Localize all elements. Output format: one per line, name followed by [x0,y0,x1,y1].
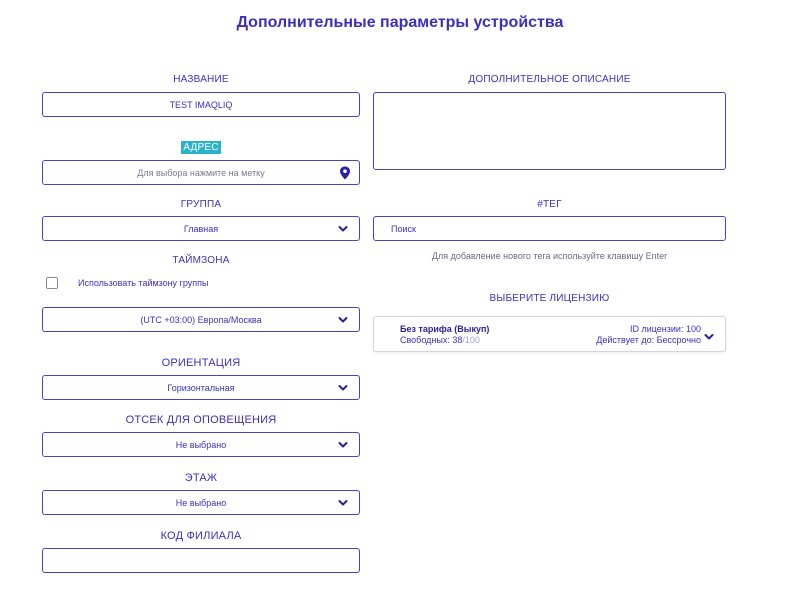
license-free-total: 100 [464,335,480,345]
license-valid [596,335,701,346]
timezone-label: ТАЙМЗОНА [172,255,230,266]
group-value: Главная [183,223,219,234]
group-label: ГРУППА [180,199,222,210]
floor-value: Не выбрано [175,497,227,508]
chevron-down-icon[interactable] [703,331,715,343]
license-free-label: Свободных: [400,335,450,345]
alert-compartment-value: Не выбрано [175,439,227,450]
license-tariff: Без тарифа (Выкуп) [400,324,490,334]
timezone-checkbox[interactable] [46,277,58,289]
group-select[interactable] [42,216,360,241]
orientation-value: Горизонтальная [167,382,235,393]
license-id-value: 100 [685,324,701,334]
tag-placeholder: Поиск [391,223,416,234]
timezone-group-toggle[interactable] [46,277,208,289]
map-pin-icon[interactable] [339,166,351,180]
license-select[interactable] [373,316,726,352]
license-label: ВЫБЕРИТЕ ЛИЦЕНЗИЮ [489,293,610,304]
timezone-checkbox-label: Использовать таймзону группы [78,278,209,288]
address-label: АДРЕС [183,142,219,153]
license-free-used: 38 [452,335,463,345]
description-textarea[interactable] [373,92,726,170]
license-free [400,335,489,346]
license-right [596,324,701,346]
chevron-down-icon[interactable] [337,382,349,394]
license-left [400,324,489,346]
license-id-label: ID лицензии: [629,324,684,334]
timezone-value: (UTC +03:00) Европа/Москва [140,314,262,325]
address-field[interactable] [42,160,360,185]
chevron-down-icon[interactable] [337,497,349,509]
name-field[interactable] [42,92,360,117]
timezone-select[interactable] [42,307,360,332]
description-label: ДОПОЛНИТЕЛЬНОЕ ОПИСАНИЕ [468,74,631,85]
alert-compartment-label: ОТСЕК ДЛЯ ОПОВЕЩЕНИЯ [125,414,277,426]
license-valid-value: Бессрочно [656,335,701,345]
license-id [596,324,701,335]
license-valid-label: Действует до: [596,335,655,345]
chevron-down-icon[interactable] [337,439,349,451]
license-free-sep: / [462,335,465,345]
tag-label: #ТЕГ [537,199,562,210]
floor-label: ЭТАЖ [184,472,218,484]
name-value: TEST IMAQLIQ [169,99,233,110]
alert-compartment-select[interactable] [42,432,360,457]
tag-search-input[interactable] [373,216,726,241]
orientation-select[interactable] [42,375,360,400]
chevron-down-icon[interactable] [337,223,349,235]
floor-select[interactable] [42,490,360,515]
chevron-down-icon[interactable] [337,314,349,326]
page-title: Дополнительные параметры устройства [236,14,564,31]
tag-hint: Для добавление нового тега используйте клавишу Enter [431,251,668,261]
branch-code-field[interactable] [42,548,360,573]
name-label: НАЗВАНИЕ [173,74,229,85]
branch-code-label: КОД ФИЛИАЛА [160,530,242,542]
address-placeholder: Для выбора нажмите на метку [137,167,265,178]
orientation-label: ОРИЕНТАЦИЯ [161,357,241,369]
address-label-wrap [42,142,360,153]
